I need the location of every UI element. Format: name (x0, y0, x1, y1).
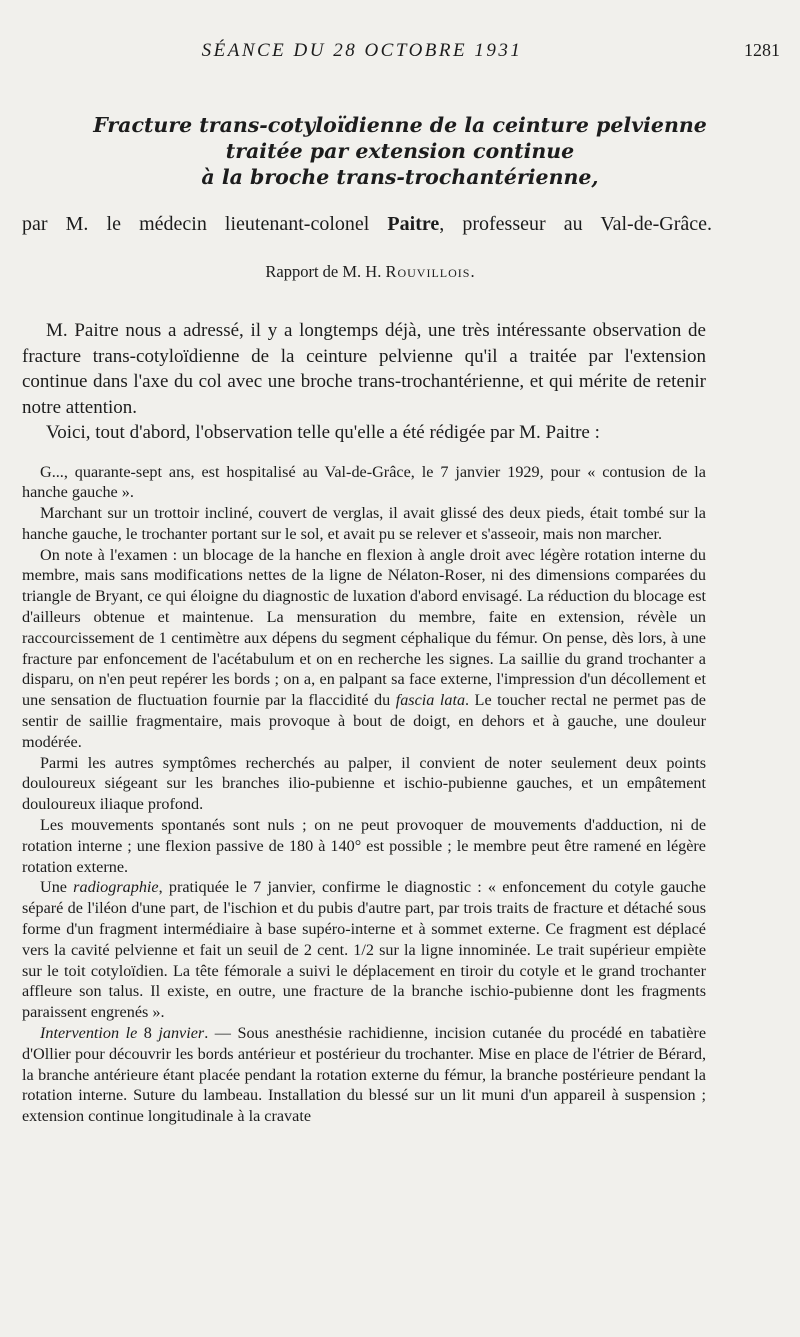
intro-paragraph-1: M. Paitre nous a adressé, il y a longtemps déjà, une très intéressante observation de fracture trans-cotyloïdienne de la ceinture pelvienne qu'il a traitée par l'extension continue dans l'axe du col avec une broche trans-trochantérienne, et qui mérite de retenir notre attention. (22, 320, 706, 418)
author-name: Paitre (387, 213, 440, 235)
obs-p6-text-b: , pratiquée le 7 janvier, confirme le diagnostic : « enfoncement du cotyle gauche séparé de l'iléon d'une part, de l'ischion et du pubis d'autre part, par trois traits de fracture et détaché sous forme d'un fragment intermédiaire à base supéro-interne et à sommet externe. Ce fragment est déplacé vers la cavité pelvienne et fait un seuil de 2 cent. 1/2 sur la ligne innominée. Le trait supérieur empiète sur le toit cotyloïdien. La tête fémorale a suivi le déplacement en tiroir du cotyle et le grand trochanter affleure son talus. Il existe, en outre, une fracture de la branche ischio-pubienne dont les fragments paraissent engrenés ». (22, 878, 706, 1022)
intro-paragraph-2: Voici, tout d'abord, l'observation telle qu'elle a été rédigée par M. Paitre : (46, 422, 600, 443)
running-title: SÉANCE DU 28 OCTOBRE 1931 (201, 40, 523, 61)
obs-p6-text-a: Une (40, 878, 74, 897)
obs-p7-italic-b: janvier (158, 1024, 205, 1043)
observation-paragraph-5: Les mouvements spontanés sont nuls ; on ne peut provoquer de mouvements d'adduction, ni de rotation interne ; une flexion passive de 180 à 140° est possible ; le membre peut être ramené en légère rotation externe. (22, 816, 706, 876)
article-title (40, 112, 760, 190)
obs-p7-italic-a: Intervention le (40, 1024, 138, 1043)
page-header (22, 40, 780, 74)
observation (22, 462, 706, 1128)
obs-p6-italic: radiographie (73, 878, 159, 897)
observation-paragraph-6 (22, 877, 706, 1023)
author-line (22, 213, 712, 236)
observation-paragraph-7 (22, 1023, 706, 1127)
obs-p7-text-b: . — Sous anesthésie rachidienne, incision cutanée du procédé en tabatière d'Ollier pour découvrir les bords antérieur et postérieur du trochanter. Mise en place de l'étrier de Bérard, la branche antérieure étant placée pendant la rotation externe du fémur, la branche postérieure pendant la rotation interne. Suture du lambeau. Installation du blessé sur un lit muni d'un appareil à suspension ; extension continue longitudinale à la cravate (22, 1024, 707, 1126)
article-body (22, 318, 706, 1127)
obs-p3-text-b: . Le toucher rectal ne permet pas de sentir de saillie fragmentaire, mais provoque à bout de doigt, en dehors et à gauche, une douleur modérée. (22, 691, 706, 751)
intro (22, 318, 706, 446)
title-line-3: à la broche trans-trochantérienne, (201, 165, 599, 189)
report-line (0, 262, 740, 282)
page-number: 1281 (744, 40, 780, 60)
author-prefix: par M. le médecin lieutenant-colonel (22, 213, 388, 235)
report-suffix: . (470, 262, 475, 281)
obs-p3-italic: fascia lata (395, 691, 466, 710)
report-author: Rouvillois (385, 262, 471, 281)
observation-paragraph-2: Marchant sur un trottoir incliné, couvert de verglas, il avait glissé des deux pieds, était tombé sur la hanche gauche, le trochanter portant sur le sol, et avait pu se relever et s'asseoir, mais non marcher. (22, 504, 706, 543)
observation-paragraph-1: G..., quarante-sept ans, est hospitalisé au Val-de-Grâce, le 7 janvier 1929, pour « contusion de la hanche gauche ». (22, 462, 706, 502)
obs-p3-text-a: On note à l'examen : un blocage de la hanche en flexion à angle droit avec légère rotation interne du membre, mais sans modifications nettes de la ligne de Nélaton-Roser, ni des dimensions comparées du triangle de Bryant, ce qui éloigne du diagnostic de luxation d'abord envisagé. La réduction du blocage est d'ailleurs obtenue et maintenue. La mensuration du membre, faite en extension, révèle un raccourcissement de 1 centimètre aux dépens du segment céphalique du fémur. On pense, dès lors, à une fracture par enfoncement de l'acétabulum et on en recherche les signes. La saillie du grand trochanter a disparu, on n'en peut repérer les bords ; on a, en palpant sa face externe, l'impression d'un décollement et une sensation de fluctuation fournie par la flaccidité du (22, 545, 706, 710)
observation-paragraph-3 (22, 545, 706, 753)
author-suffix: , professeur au Val-de-Grâce. (439, 213, 712, 235)
observation-paragraph-4: Parmi les autres symptômes recherchés au palper, il convient de noter seulement deux points douloureux siégeant sur les branches ilio-pubienne et ischio-pubienne gauches, et un empâtement douloureux iliaque profond. (22, 753, 706, 814)
report-prefix: Rapport de M. H. (265, 262, 386, 281)
obs-p7-text-a: 8 (137, 1024, 159, 1043)
title-line-2: traitée par extension continue (225, 139, 575, 163)
title-line-1: Fracture trans-cotyloïdienne de la ceinture pelvienne (93, 113, 707, 137)
